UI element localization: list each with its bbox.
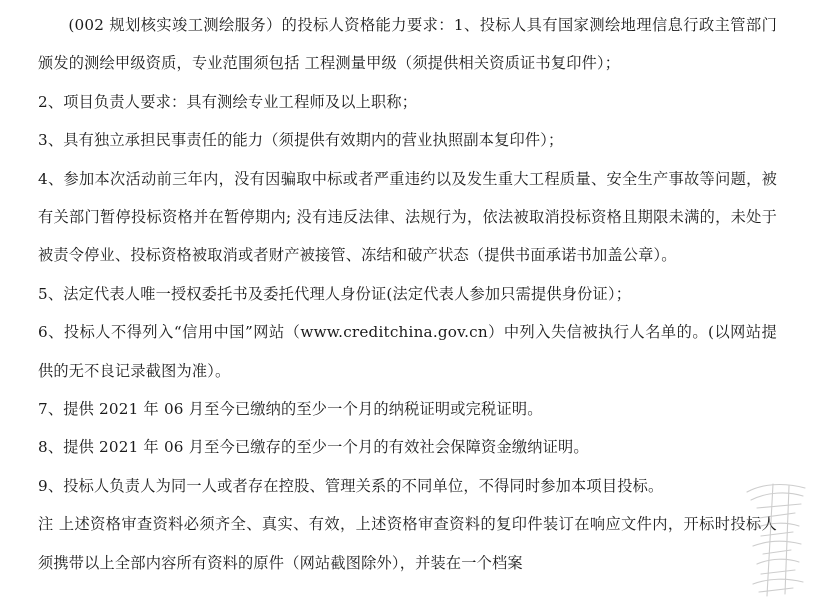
paragraph-req-8: 8、提供 2021 年 06 月至今已缴存的至少一个月的有效社会保障资金缴纳证明。 [38,438,589,457]
paragraph-req-7: 7、提供 2021 年 06 月至今已缴纳的至少一个月的纳税证明或完税证明。 [38,400,543,419]
paragraph-req-4: 4、参加本次活动前三年内，没有因骗取中标或者严重违约以及发生重大工程质量、安全生产事故等问题，被有关部门暂停投标资格并在暂停期内; 没有违反法律、法规行为，依法被取消投标资格且期限未满的，未处于被责令停业、投标资格被取消或者财产被接管、冻结和破产状态（提供书面承诺书加盖公章）。 [38,169,777,265]
paragraph-req-9: 9、投标人负责人为同一人或者存在控股、管理关系的不同单位，不得同时参加本项目投标。 [38,476,664,495]
paragraph-req-3: 3、具有独立承担民事责任的能力（须提供有效期内的营业执照副本复印件）； [38,131,564,150]
paragraph-note: 注 上述资格审查资料必须齐全、真实、有效，上述资格审查资料的复印件装订在响应文件内，开标时投标人须携带以上全部内容所有资料的原件（网站截图除外），并装在一个档案 [38,515,777,572]
paragraph-req-6: 6、投标人不得列入“信用中国”网站（www.creditchina.gov.cn）中列入失信被执行人名单的。(以网站提供的无不良记录截图为准）。 [38,323,777,380]
paragraph-req-5: 5、法定代表人唯一授权委托书及委托代理人身份证(法定代表人参加只需提供身份证）； [38,284,632,303]
paragraph-req-intro: (002 规划核实竣工测绘服务）的投标人资格能力要求：1、投标人具有国家测绘地理信息行政主管部门颁发的测绘甲级资质，专业范围须包括 工程测量甲级（须提供相关资质证书复印件）； [38,16,777,73]
paragraph-req-2: 2、项目负责人要求：具有测绘专业工程师及以上职称； [38,92,418,111]
